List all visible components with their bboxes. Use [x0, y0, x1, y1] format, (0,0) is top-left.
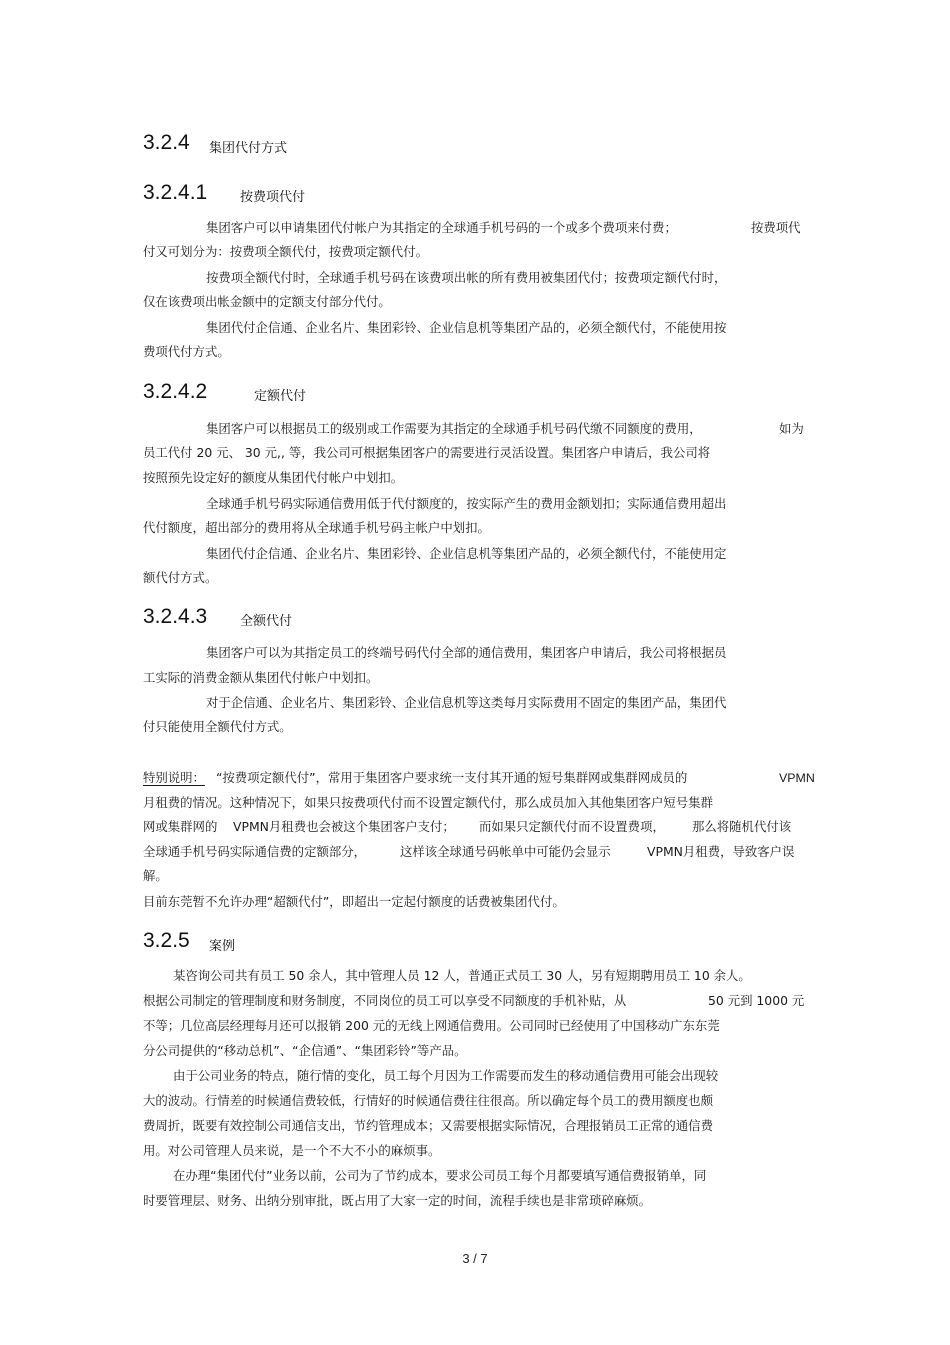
page-number: 3 / 7: [462, 1251, 488, 1266]
paragraph-line: 50 元到 1000 元: [708, 993, 805, 1008]
paragraph-line: 代付额度，超出部分的费用将从全球通手机号码主帐户中划扣。: [143, 520, 490, 535]
section-title-3-2-4-3: 全额代付: [240, 614, 293, 629]
paragraph-line: 对于企信通、企业名片、集团彩铃、企业信息机等这类每月实际费用不固定的集团产品，集团代: [206, 695, 727, 710]
paragraph-line: 员工代付 20 元、 30 元,, 等，我公司可根据集团客户的需要进行灵活设置。集团客户申请后，我公司将: [143, 445, 711, 460]
paragraph-line: 大的波动。行情差的时候通信费较低，行情好的时候通信费往往很高。所以确定每个员工的费用额度也颇: [143, 1093, 713, 1108]
note-line: 那么将随机代付该: [692, 819, 792, 834]
paragraph-line: 付又可划分为：按费项全额代付，按费项定额代付。: [143, 244, 428, 259]
note-line: 而如果只定额代付而不设置费项，: [479, 819, 665, 834]
paragraph-line: 分公司提供的“移动总机”、“企信通”、“集团彩铃”等产品。: [143, 1043, 467, 1058]
paragraph-line: 某咨询公司共有员工 50 余人，其中管理人员 12 人，普通正式员工 30 人，另有短期聘用员工 10 余人。: [173, 968, 751, 983]
section-number-3-2-4-1: 3.2.4.1: [143, 181, 208, 204]
section-number-3-2-5: 3.2.5: [143, 929, 190, 952]
note-line: 这样该全球通号码帐单中可能仍会显示: [400, 844, 611, 859]
section-title-3-2-4-2: 定额代付: [254, 389, 307, 404]
note-line: 全球通手机号码实际通信费的定额部分，: [143, 844, 367, 859]
paragraph-line: 集团客户可以申请集团代付帐户为其指定的全球通手机号码的一个或多个费项来付费；: [206, 220, 677, 235]
section-number-3-2-4: 3.2.4: [143, 131, 190, 154]
paragraph-line: 费周折，既要有效控制公司通信支出，节约管理成本；又需要根据实际情况，合理报销员工正常的通信费: [143, 1118, 713, 1133]
paragraph-line: 集团客户可以为其指定员工的终端号码代付全部的通信费用，集团客户申请后，我公司将根据员: [206, 645, 727, 660]
note-line: VPMN: [779, 771, 815, 785]
paragraph-line: 仅在该费项出帐金额中的定额支付部分代付。: [143, 294, 391, 309]
paragraph-line: 付只能使用全额代付方式。: [143, 719, 292, 734]
paragraph-line: 额代付方式。: [143, 570, 218, 585]
note-line: “按费项定额代付”，常用于集团客户要求统一支付其开通的短号集群网或集群网成员的: [216, 770, 688, 785]
paragraph-line: 如为: [779, 421, 804, 436]
section-title-3-2-4: 集团代付方式: [209, 141, 288, 156]
note-line: VPMN月租费，导致客户误: [647, 844, 795, 859]
paragraph-line: 根据公司制定的管理制度和财务制度，不同岗位的员工可以享受不同额度的手机补贴，从: [143, 993, 627, 1008]
note-line: 解。: [143, 868, 168, 883]
paragraph-line: 不等；几位高层经理每月还可以报销 200 元的无线上网通信费用。公司同时已经使用了中国移动广东东莞: [143, 1018, 720, 1033]
paragraph-line: 工实际的消费金额从集团代付帐户中划扣。: [143, 670, 379, 685]
note-line: VPMN月租费也会被这个集团客户支付；: [233, 819, 455, 834]
paragraph-line: 按费项代: [751, 220, 801, 235]
paragraph-line: 全球通手机号码实际通信费用低于代付额度的，按实际产生的费用金额划扣；实际通信费用超出: [206, 496, 727, 511]
paragraph-line: 由于公司业务的特点，随行情的变化，员工每个月因为工作需要而发生的移动通信费用可能会出现较: [173, 1068, 719, 1083]
note-line: 网或集群网的: [143, 819, 218, 834]
paragraph-line: 费项代付方式。: [143, 344, 230, 359]
paragraph-line: 用。对公司管理人员来说，是一个不大不小的麻烦事。: [143, 1143, 441, 1158]
note-line: 月租费的情况。这种情况下，如果只按费项代付而不设置定额代付，那么成员加入其他集团客户短号集群: [143, 795, 713, 810]
section-number-3-2-4-2: 3.2.4.2: [143, 380, 208, 403]
paragraph-line: 集团代付企信通、企业名片、集团彩铃、企业信息机等集团产品的，必须全额代付，不能使用定: [206, 546, 727, 561]
paragraph-line: 按照预先设定好的额度从集团代付帐户中划扣。: [143, 470, 404, 485]
paragraph-line: 按费项全额代付时，全球通手机号码在该费项出帐的所有费用被集团代付；按费项定额代付时，: [206, 270, 727, 285]
section-title-3-2-4-1: 按费项代付: [240, 190, 306, 205]
paragraph-line: 集团客户可以根据员工的级别或工作需要为其指定的全球通手机号码代缴不同额度的费用，: [206, 421, 702, 436]
paragraph-line: 时要管理层、财务、出纳分别审批，既占用了大家一定的时间，流程手续也是非常琐碎麻烦。: [143, 1193, 652, 1208]
section-title-3-2-5: 案例: [209, 939, 236, 954]
paragraph-line: 集团代付企信通、企业名片、集团彩铃、企业信息机等集团产品的，必须全额代付，不能使用按: [206, 320, 727, 335]
paragraph-line: 在办理“集团代付”业务以前，公司为了节约成本，要求公司员工每个月都要填写通信费报销单，同: [173, 1168, 707, 1183]
note-label: 特别说明：: [143, 770, 205, 785]
note-line: 目前东莞暂不允许办理“超额代付”，即超出一定起付额度的话费被集团代付。: [143, 894, 565, 909]
section-number-3-2-4-3: 3.2.4.3: [143, 605, 208, 628]
